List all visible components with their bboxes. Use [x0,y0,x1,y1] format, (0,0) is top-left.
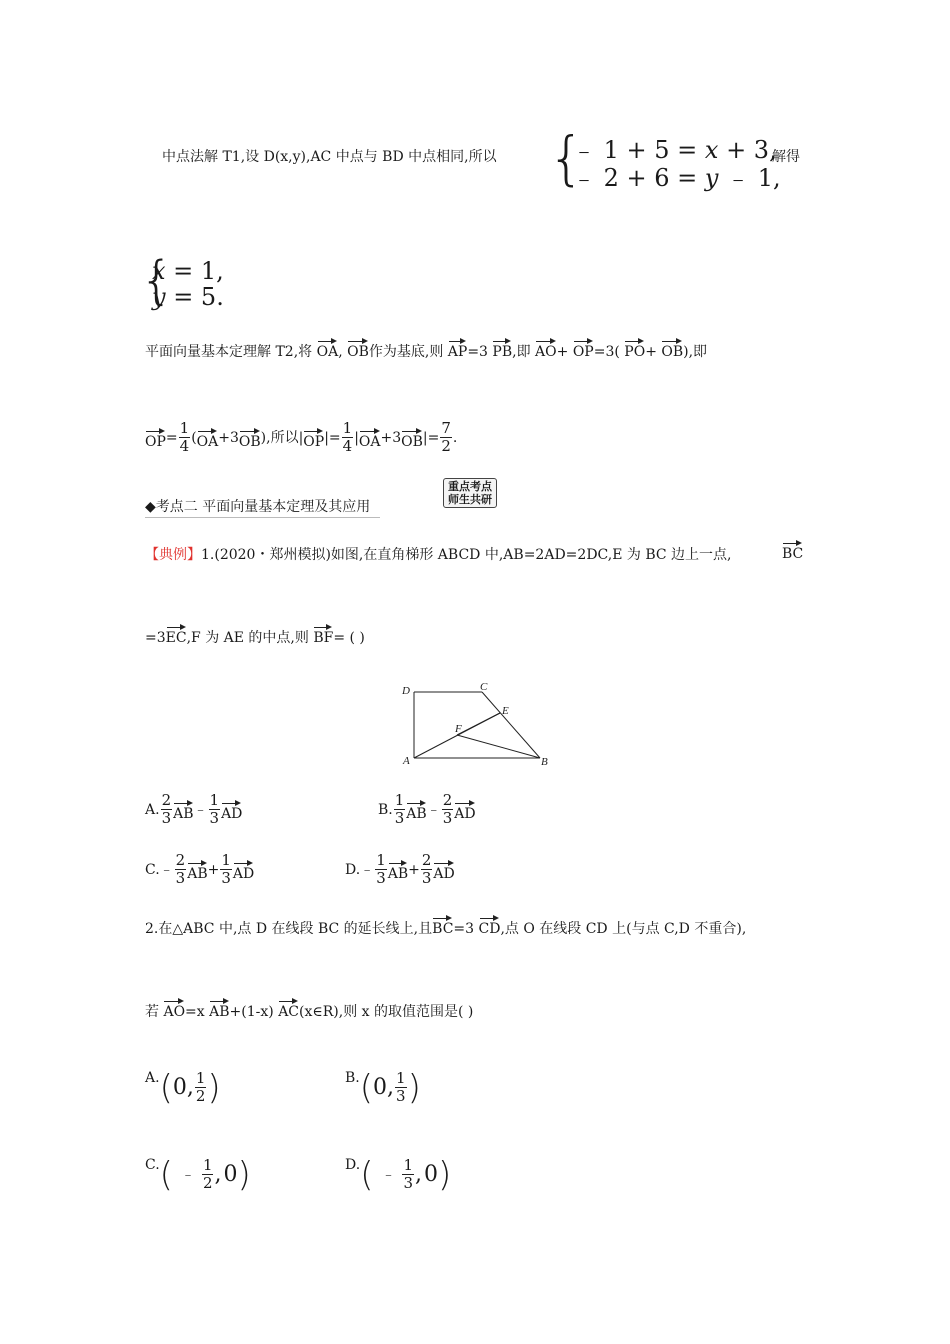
vec-BC-2: BC [432,913,453,936]
ex2-option-b[interactable]: B. ( 0, $\frac{1}{3}$ ) [345,1068,421,1108]
ex1-option-b[interactable]: B. $\frac{1}{3}$ AB ﹣ $\frac{2}{3}$ AD [378,791,476,827]
section-tag: 重点考点 师生共研 [443,478,497,508]
vec-OP-2: OP [145,426,166,449]
vec-OA-2: OA [197,426,219,449]
vec-OB-3: OB [239,426,261,449]
vec-OB: OB [347,336,369,359]
t2-line1: 平面向量基本定理解 T2,将 OA, OB作为基底,则 AP=3 PB,即 AO+ OP=3( PO+ OB),即 [145,336,707,362]
t1-sol2: 𝑦 = 5. [152,283,224,311]
label-F: F [455,723,462,735]
ex1-line1: 【典例】1.(2020・郑州模拟)如图,在直角梯形 ABCD 中,AB=2AD=2DC,E 为 BC 边上一点, [145,547,732,563]
fraction-seven-halves: $\frac{7}{2}$ [441,419,451,455]
trapezoid-figure [398,680,558,772]
vec-AC: AC [278,996,299,1019]
vec-AO-2: AO [163,996,185,1019]
ex1-option-a[interactable]: A. $\frac{2}{3}$ AB ﹣ $\frac{1}{3}$ AD [145,791,243,827]
vec-PO: PO [624,336,645,359]
label-D: D [402,685,410,697]
t1-prefix: 中点法解 T1,设 D(x,y),AC 中点与 BD 中点相同,所以 [162,149,497,165]
t2-line2: OP = $\frac{1}{4}$ ( OA +3 OB ),所以| OP |= $\frac{1}{4}$ | OA +3 OB |= $\frac{7}{2}$ . [145,419,458,455]
vec-OP: OP [573,336,594,359]
ex2-option-d[interactable]: D. ( ﹣ $\frac{1}{3}$ , 0 ) [345,1155,452,1195]
example-label: 【典例】 [145,547,201,563]
vec-BF: BF [313,622,333,645]
vec-AO: AO [535,336,557,359]
vec-PB: PB [492,336,512,359]
ex1-option-c[interactable]: C.﹣ $\frac{2}{3}$ AB + $\frac{1}{3}$ AD [145,851,255,887]
vec-OA-3: OA [359,426,381,449]
fraction-one-quarter: $\frac{1}{4}$ [179,419,190,455]
section-title: ◆考点二 平面向量基本定理及其应用 [145,497,380,518]
solution-brace: { [140,251,174,311]
t1-eq1: ﹣ 1 + 5 = 𝑥 + 3, [572,136,777,164]
ex2-option-c[interactable]: C. ( ﹣ $\frac{1}{2}$ , 0 ) [145,1155,251,1195]
ex1-option-d[interactable]: D.﹣ $\frac{1}{3}$ AB + $\frac{2}{3}$ AD [345,851,455,887]
vec-OB-2: OB [661,336,683,359]
t1-sol1: 𝑥 = 1, [152,257,224,285]
vec-OB-4: OB [401,426,423,449]
t1-suffix: 解得 [772,149,800,165]
t1-eq2: ﹣ 2 + 6 = 𝑦 ﹣ 1, [572,164,781,192]
label-C: C [480,681,488,693]
system-brace: { [548,124,585,192]
ex1-vec-BC: BC [782,538,803,564]
vec-OP-3: OP [303,426,324,449]
ex2-line1: 2.在△ABC 中,点 D 在线段 BC 的延长线上,且BC=3 CD,点 O 在线段 CD 上(与点 C,D 不重合), [145,913,746,939]
vec-EC: EC [166,622,187,645]
vec-CD: CD [479,913,501,936]
label-B: B [541,756,548,768]
ex2-option-a[interactable]: A. ( 0, $\frac{1}{2}$ ) [145,1068,221,1108]
fraction-one-quarter-2: $\frac{1}{4}$ [342,419,353,455]
ex1-line2: =3EC,F 为 AE 的中点,则 BF= ( ) [145,622,365,648]
ex2-line2: 若 AO=x AB+(1-x) AC(x∈R),则 x 的取值范围是( ) [145,996,473,1022]
label-A: A [403,755,410,767]
vec-AB-2: AB [209,996,229,1019]
label-E: E [502,705,509,717]
vec-OA: OA [317,336,339,359]
vec-AP: AP [448,336,468,359]
